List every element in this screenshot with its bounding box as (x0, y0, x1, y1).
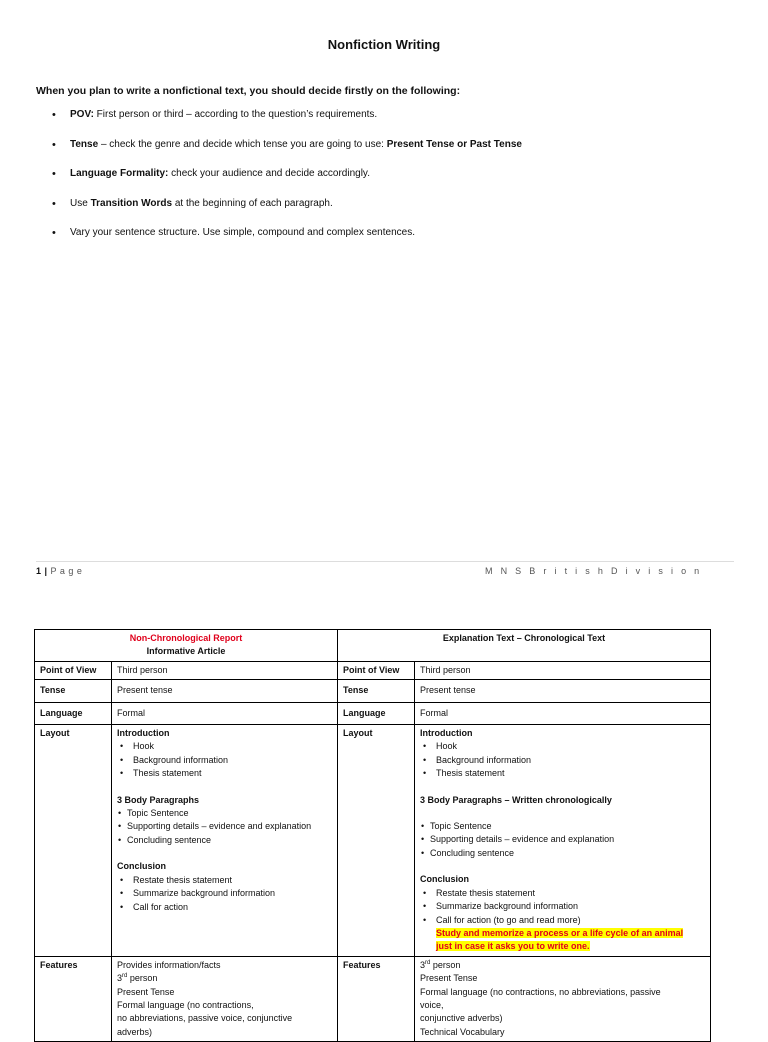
footer-division: M N S B r i t i s h D i v i s i o n (484, 566, 702, 576)
left-features-cell: Provides information/facts 3rd person Present Tense Formal language (no contractions, no abbreviations, passive voice, conjunctive adverbs) (112, 956, 338, 1041)
list-item-tense: • Tense – check the genre and decide which tense you are going to use: Present Tense or Past Tense (52, 134, 522, 164)
planning-list (52, 104, 522, 252)
list-item-sentences: • Vary your sentence structure. Use simple, compound and complex sentences. (52, 222, 522, 252)
list-item-language: • Language Formality: check your audience and decide accordingly. (52, 163, 522, 193)
right-features-cell: 3rd person Present Tense Formal language (no contractions, no abbreviations, passive voice, conjunctive adverbs) Technical Vocabulary (415, 956, 711, 1041)
page-title: Nonfiction Writing (327, 37, 441, 52)
intro-sentence: When you plan to write a nonfictional text, you should decide firstly on the following: (36, 85, 461, 97)
left-layout-cell: Introduction • Hook • Background information • Thesis statement 3 Body Paragraphs • Topic Sentence • Supporting details – evidence and explanation • Concluding sentence Conclusion • Restate thesis statement • Summarize background information • Call for action (112, 725, 338, 957)
table-row-language: Language Formal Language Formal (35, 702, 711, 724)
table-row-pov: Point of View Third person Point of View Third person (35, 661, 711, 679)
table-header-row (35, 630, 711, 662)
comparison-table (34, 629, 711, 1042)
list-item-pov: • POV: First person or third – according to the question’s requirements. (52, 104, 522, 134)
page-number: 1 | P a g e (36, 566, 83, 576)
table-row-layout: Layout Introduction • Hook • Background information • Thesis statement 3 Body Paragraphs • Topic Sentence • Supporting details – evidence and explanation • Concluding sentence Conclusion • Restate thesis statement • Summarize background information • Call for action Layout Introduction • Hook • Background information • Thesis statement 3 Body Paragraphs – Written chronologically • Topic Sentence • Supporting details – evidence and explanation • Concluding sentence Conclusion • Restate thesis statement • Summarize background information • Call for action (to go and read more) Study and memorize a process or a life cycle of an animal just in case it asks you to write one. (35, 725, 711, 957)
right-layout-cell: Introduction • Hook • Background information • Thesis statement 3 Body Paragraphs – Written chronologically • Topic Sentence • Supporting details – evidence and explanation • Concluding sentence Conclusion • Restate thesis statement • Summarize background information • Call for action (to go and read more) Study and memorize a process or a life cycle of an animal just in case it asks you to write one. (415, 725, 711, 957)
page-footer (36, 561, 734, 576)
right-header: Explanation Text – Chronological Text (338, 630, 711, 662)
list-item-transitions: • Use Transition Words at the beginning of each paragraph. (52, 193, 522, 223)
left-header: Non-Chronological Report Informative Article (35, 630, 338, 662)
table-row-tense: Tense Present tense Tense Present tense (35, 680, 711, 702)
highlight-note: Study and memorize a process or a life cycle of an animal just in case it asks you to write one. (436, 927, 684, 952)
table-row-features: Features Provides information/facts 3rd person Present Tense Formal language (no contractions, no abbreviations, passive voice, conjunctive adverbs) Features 3rd person Present Tense Formal language (no contractions, no abbreviations, passive voice, conjunctive adverbs) Technical Vocabulary (35, 956, 711, 1041)
